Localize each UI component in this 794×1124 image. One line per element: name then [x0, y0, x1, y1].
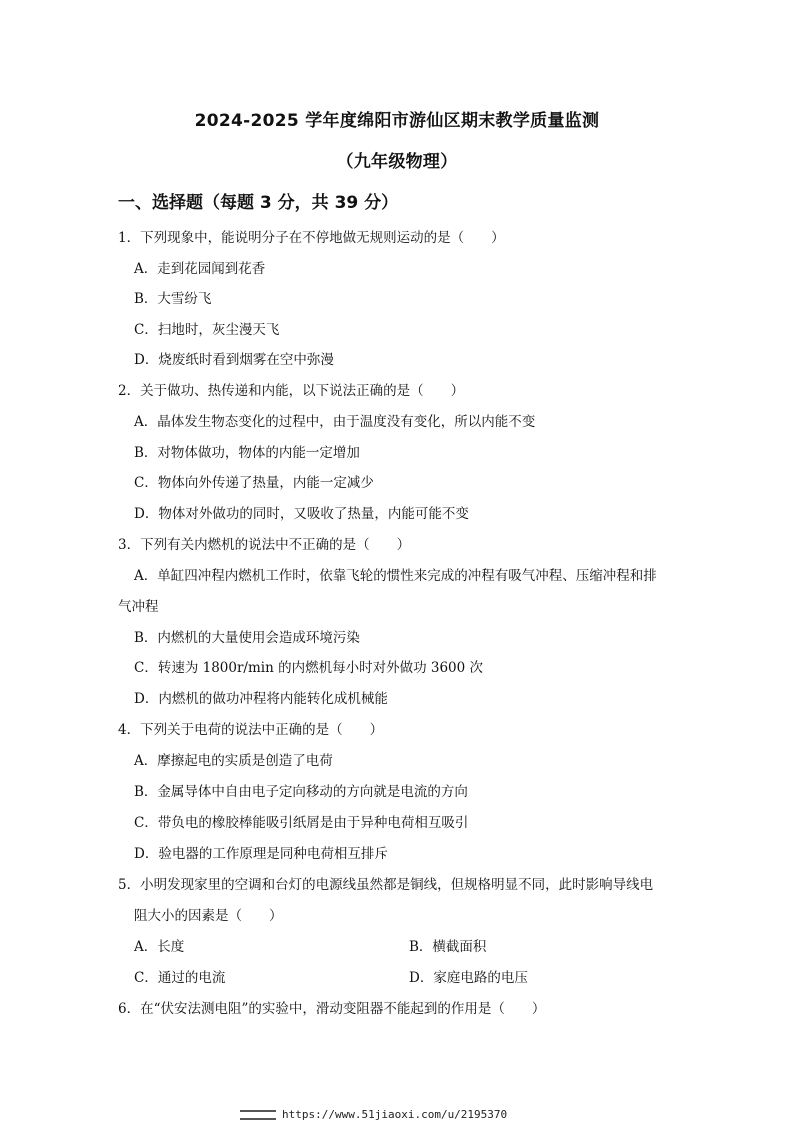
page-title: 2024-2025 学年度绵阳市游仙区期末教学质量监测: [194, 111, 600, 131]
question-1-option-c: C．扫地时，灰尘漫天飞: [134, 322, 280, 338]
question-2-option-c: C．物体向外传递了热量，内能一定减少: [134, 475, 374, 491]
question-4-stem: 4．下列关于电荷的说法中正确的是（ ）: [118, 722, 384, 738]
question-2-option-d: D．物体对外做功的同时，又吸收了热量，内能可能不变: [134, 506, 469, 522]
question-4-option-a: A．摩擦起电的实质是创造了电荷: [134, 753, 333, 769]
question-4-option-d: D．验电器的工作原理是同种电荷相互排斥: [134, 846, 388, 862]
question-3-stem: 3．下列有关内燃机的说法中不正确的是（ ）: [118, 537, 411, 553]
question-3-option-a-cont: 气冲程: [118, 599, 159, 615]
footer-url[interactable]: https://www.51jiaoxi.com/u/2195370: [282, 1108, 508, 1121]
question-3-option-a: A．单缸四冲程内燃机工作时，依靠飞轮的惯性来完成的冲程有吸气冲程、压缩冲程和排: [134, 568, 657, 584]
question-3-option-b: B．内燃机的大量使用会造成环境污染: [134, 630, 360, 646]
question-6-stem: 6．在“伏安法测电阻”的实验中，滑动变阻器不能起到的作用是（ ）: [118, 1001, 546, 1017]
question-1-stem: 1．下列现象中，能说明分子在不停地做无规则运动的是（ ）: [118, 230, 505, 246]
question-4-option-c: C．带负电的橡胶棒能吸引纸屑是由于异种电荷相互吸引: [134, 815, 469, 831]
question-5-option-c: C．通过的电流: [134, 970, 226, 986]
question-5-option-a: A．长度: [134, 939, 185, 955]
question-2-option-a: A．晶体发生物态变化的过程中，由于温度没有变化，所以内能不变: [134, 414, 536, 430]
question-1-option-a: A．走到花园闻到花香: [134, 261, 266, 277]
question-1-option-d: D．烧废纸时看到烟雾在空中弥漫: [134, 352, 334, 368]
page-subtitle: （九年级物理）: [336, 152, 458, 172]
question-4-option-b: B．金属导体中自由电子定向移动的方向就是电流的方向: [134, 784, 468, 800]
section-heading: 一、选择题（每题 3 分，共 39 分）: [118, 193, 399, 213]
question-1-option-b: B．大雪纷飞: [134, 291, 212, 307]
question-3-option-d: D．内燃机的做功冲程将内能转化成机械能: [134, 691, 388, 707]
footer-logo-icon: [240, 1110, 276, 1120]
question-2-stem: 2．关于做功、热传递和内能，以下说法正确的是（ ）: [118, 383, 465, 399]
question-5-stem: 5．小明发现家里的空调和台灯的电源线虽然都是铜线，但规格明显不同，此时影响导线电: [118, 877, 654, 893]
question-2-option-b: B．对物体做功，物体的内能一定增加: [134, 445, 360, 461]
question-5-option-d: D．家庭电路的电压: [409, 970, 528, 986]
footer: [240, 1108, 507, 1121]
question-3-option-c: C．转速为 1800r/min 的内燃机每小时对外做功 3600 次: [134, 660, 484, 676]
question-5-option-b: B．横截面积: [409, 939, 487, 955]
question-5-stem-cont: 阻大小的因素是（ ）: [134, 908, 283, 924]
